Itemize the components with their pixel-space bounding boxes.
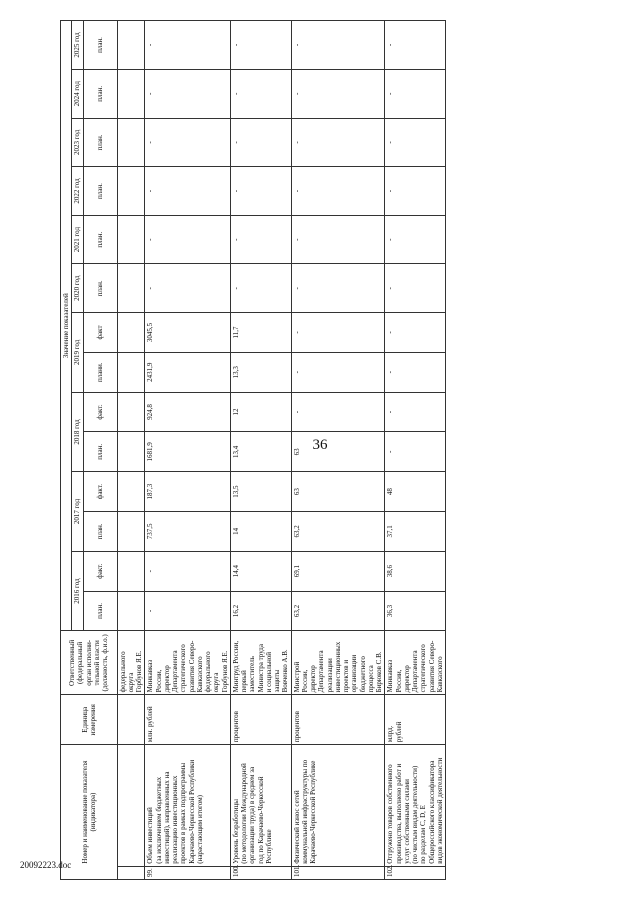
cell-responsible — [385, 631, 446, 695]
cell-value: - — [291, 167, 385, 216]
cell-line: Объем инвестиций — [146, 807, 155, 864]
header-year: 2018 год — [72, 392, 83, 472]
cell-line: Кавказского — [435, 656, 444, 693]
cell-value: - — [230, 167, 291, 216]
cell-responsible — [230, 631, 291, 695]
cell-value: - — [230, 215, 291, 264]
header-fact: факт. — [83, 472, 117, 512]
cell-line: процесса — [366, 665, 375, 693]
header-year: 2025 год — [72, 21, 83, 70]
cell-value: - — [385, 215, 446, 264]
header-unit: Единица измерения — [61, 695, 118, 745]
header-plan: план. — [83, 215, 117, 264]
header-year: 2024 год — [72, 69, 83, 118]
header-plan: план. — [83, 21, 117, 70]
cell-line: Горбунов Я.Е. — [220, 650, 229, 693]
cell-line: директор — [309, 665, 317, 693]
cell-value: 36,3 — [385, 591, 446, 631]
header-fact: факт. — [83, 551, 117, 591]
cell-line: процентов — [292, 711, 301, 743]
cell-value: - — [291, 264, 385, 313]
cell-line: федерального — [204, 651, 212, 693]
cell-value: - — [385, 167, 446, 216]
cell-num: 100. — [230, 866, 291, 879]
cell-value — [117, 21, 145, 70]
cell-line: стратегического — [419, 644, 428, 693]
cell-value: - — [145, 21, 231, 70]
cell-value: 63,2 — [291, 511, 385, 551]
cell-value: 13,3 — [230, 352, 291, 392]
cell-value: - — [291, 69, 385, 118]
cell-value — [117, 264, 145, 313]
cell-value — [117, 69, 145, 118]
cell-value — [117, 215, 145, 264]
cell-line: млрд. — [386, 725, 395, 743]
cell-line: Карачаево-Черкесской Республики — [187, 759, 196, 864]
cell-value: - — [385, 313, 446, 353]
cell-unit — [117, 695, 145, 745]
cell-line: инвестиционных — [333, 641, 342, 693]
cell-value: - — [230, 264, 291, 313]
cell-line: реализации — [325, 658, 334, 693]
cell-line: рублей — [394, 721, 403, 743]
cell-line: и социальной — [264, 651, 273, 693]
cell-num: 101. — [291, 866, 385, 879]
cell-line: России, — [154, 669, 163, 693]
cell-value: - — [291, 352, 385, 392]
cell-line: (за исключением бюджетных — [154, 776, 163, 864]
cell-line: Вовченко А.В. — [281, 649, 290, 693]
cell-value: - — [230, 118, 291, 167]
cell-value: - — [385, 392, 446, 432]
cell-value: - — [291, 21, 385, 70]
page-number: 36 — [0, 437, 640, 454]
cell-value: 38,6 — [385, 551, 446, 591]
header-plan: план. — [83, 118, 117, 167]
cell-value: - — [145, 264, 231, 313]
cell-value — [117, 472, 145, 512]
cell-line: Минтруд России, — [231, 640, 240, 693]
header-year: 2016 год — [72, 551, 83, 631]
cell-line: услуг собственными силами — [402, 779, 411, 864]
cell-line: (по методологии Международной — [240, 763, 248, 864]
cell-unit — [291, 695, 385, 745]
cell-value: - — [145, 215, 231, 264]
cell-value: 924,8 — [145, 392, 231, 432]
header-fact: факт. — [83, 392, 117, 432]
cell-line: Минстрой — [292, 661, 301, 693]
cell-responsible — [117, 631, 145, 695]
cell-line: округа — [126, 672, 135, 693]
cell-line: млн. рублей — [146, 706, 155, 743]
cell-value: 63,2 — [291, 591, 385, 631]
cell-line: Департамента — [171, 650, 179, 693]
header-plan: план. — [83, 432, 117, 472]
cell-value — [117, 167, 145, 216]
cell-line: (нарастающим итогом) — [195, 795, 204, 864]
cell-value: - — [291, 313, 385, 353]
cell-num — [117, 866, 145, 879]
cell-num: 99. — [145, 866, 231, 879]
cell-value: - — [230, 69, 291, 118]
header-fact: факт — [83, 313, 117, 353]
cell-line: коммунальной инфраструктуры по — [300, 759, 309, 864]
cell-line: стратегического — [179, 644, 188, 693]
cell-value: - — [385, 432, 446, 472]
header-year: 2023 год — [72, 118, 83, 167]
cell-value: - — [291, 118, 385, 167]
cell-value — [117, 511, 145, 551]
cell-value: - — [145, 69, 231, 118]
cell-value: - — [145, 167, 231, 216]
cell-line: директор — [402, 665, 411, 693]
header-values-group: Значение показателей — [61, 21, 72, 631]
cell-value — [117, 313, 145, 353]
cell-line: Горбунов Я.Е. — [135, 650, 143, 693]
cell-line: проектов в рамках подпрограммы — [179, 762, 188, 864]
header-plan: плани. — [83, 352, 117, 392]
cell-line: Отгружено товаров собственного — [386, 764, 395, 864]
cell-line: процентов — [231, 711, 240, 743]
cell-value: - — [230, 21, 291, 70]
cell-line: организации — [350, 654, 359, 693]
cell-value: 63 — [291, 432, 385, 472]
cell-value — [117, 551, 145, 591]
cell-value: - — [385, 69, 446, 118]
cell-value: - — [385, 352, 446, 392]
cell-value: 2431,9 — [145, 352, 231, 392]
cell-value: 187,3 — [145, 472, 231, 512]
header-year: 2022 год — [72, 167, 83, 216]
cell-value: 14 — [230, 511, 291, 551]
cell-line: видов экономической деятельности — [435, 757, 444, 864]
cell-line: Кавказского — [195, 656, 204, 693]
cell-value: 11,7 — [230, 313, 291, 353]
cell-value: 48 — [385, 472, 446, 512]
header-plan: план. — [83, 264, 117, 313]
cell-name — [291, 745, 385, 867]
cell-value: 14,4 — [230, 551, 291, 591]
cell-value — [117, 392, 145, 432]
cell-value: 3045,5 — [145, 313, 231, 353]
header-year: 2020 год — [72, 264, 83, 313]
header-year: 2017 год — [72, 472, 83, 552]
cell-value: - — [385, 21, 446, 70]
cell-responsible — [145, 631, 231, 695]
cell-value — [117, 352, 145, 392]
header-plan: план. — [83, 591, 117, 631]
cell-value: 737,5 — [145, 511, 231, 551]
cell-name — [230, 745, 291, 867]
cell-value: - — [291, 392, 385, 432]
header-plan: план. — [83, 69, 117, 118]
cell-value: 13,5 — [230, 472, 291, 512]
cell-value: 63 — [291, 472, 385, 512]
cell-line: федерального — [118, 651, 127, 693]
cell-line: Физический износ сетей — [292, 790, 301, 864]
cell-value: 13,4 — [230, 432, 291, 472]
header-plan: план. — [83, 167, 117, 216]
cell-line: по разделам C, D, E — [419, 805, 428, 864]
cell-line: Уровень безработицы — [231, 799, 240, 864]
cell-line: проектов и — [342, 659, 350, 693]
cell-line: развития Северо- — [427, 640, 436, 693]
header-num-name: Номер и наименование показателя (индикатора) — [61, 745, 118, 880]
cell-name — [145, 745, 231, 867]
cell-value: 37,1 — [385, 511, 446, 551]
header-plan: план. — [83, 511, 117, 551]
cell-line: Карачаево-Черкесской Республике — [309, 760, 317, 864]
cell-line: заместитель — [248, 656, 257, 693]
cell-line: Департамента — [411, 650, 419, 693]
cell-line: организации труда) в среднем за — [248, 766, 257, 864]
cell-line: Минкавказ — [386, 659, 395, 693]
cell-value: - — [145, 591, 231, 631]
cell-unit — [385, 695, 446, 745]
cell-line: год по Карачаево-Черкесской — [256, 776, 265, 864]
cell-value: - — [385, 264, 446, 313]
cell-value: 16,2 — [230, 591, 291, 631]
cell-num: 102. — [385, 866, 446, 879]
cell-value: 1681,9 — [145, 432, 231, 472]
cell-line: округа — [212, 672, 221, 693]
cell-line: развития Северо- — [187, 640, 196, 693]
cell-line: первый — [240, 670, 248, 693]
cell-name — [117, 745, 145, 867]
cell-value: 12 — [230, 392, 291, 432]
cell-line: Департамента — [317, 650, 326, 693]
cell-unit — [145, 695, 231, 745]
cell-value: - — [145, 551, 231, 591]
cell-name — [385, 745, 446, 867]
cell-value: 69,1 — [291, 551, 385, 591]
cell-value — [117, 118, 145, 167]
cell-line: реализацию инвестиционных — [171, 775, 179, 864]
cell-line: России, — [394, 669, 403, 693]
cell-line: Общероссийского классификатора — [427, 760, 436, 864]
cell-line: Министра труда — [256, 644, 265, 693]
cell-value — [117, 591, 145, 631]
cell-value: - — [145, 118, 231, 167]
cell-line: Минкавказ — [146, 659, 155, 693]
cell-line: Республике — [264, 829, 273, 864]
header-responsible: Ответственный (федеральный орган исполни-тельной власти (должность, ф.и.о.) — [61, 631, 118, 695]
cell-line: бюджетного — [358, 656, 367, 693]
cell-line: производства, выполнено работ и — [394, 763, 403, 864]
cell-line: директор — [162, 665, 171, 693]
cell-line: России, — [300, 669, 309, 693]
cell-value: - — [291, 215, 385, 264]
header-year: 2021 год — [72, 215, 83, 264]
document-footer: 20092223.doc — [20, 860, 72, 870]
cell-line: защиты — [273, 669, 281, 693]
cell-line: Бирюков С.В. — [375, 651, 383, 693]
header-year: 2019 год — [72, 313, 83, 393]
cell-responsible — [291, 631, 385, 695]
cell-line: инвестиций), направленных на — [162, 771, 171, 864]
cell-line: (по чистым видам деятельности) — [411, 765, 419, 864]
cell-unit — [230, 695, 291, 745]
cell-value: - — [385, 118, 446, 167]
